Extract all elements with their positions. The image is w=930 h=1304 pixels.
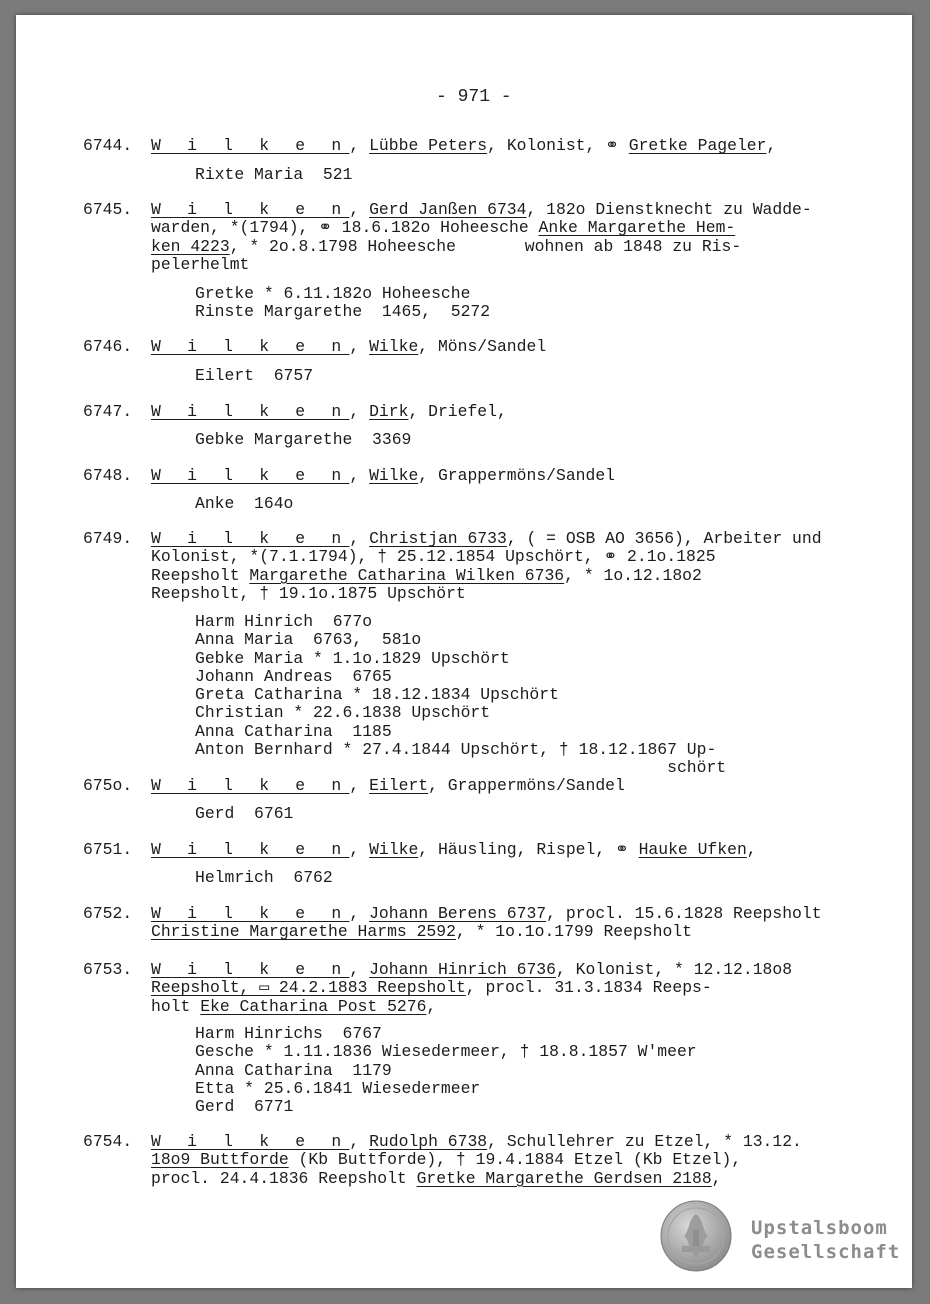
child: Anna Catharina 1185 [195, 721, 392, 741]
entry-heading: W i l k e n, Gerd Janßen 6734, 182o Dienstknecht zu Wadde- warden, *(1794), ⚭ 18.6.182o Hoheesche Anke Margarethe Hem- ken 4223, * 2o.8.1798 Hoheesche wohnen ab 1848 zu Ris- pelerhelmt [151, 200, 812, 274]
child: Anna Catharina 1179 [195, 1060, 392, 1080]
children-list [195, 805, 293, 823]
child: Gebke Maria * 1.1o.1829 Upschört [195, 648, 510, 668]
entry-number: 6747. [83, 402, 133, 421]
entry-number: 6746. [83, 337, 133, 356]
wordmark-line: Gesellschaft [751, 1241, 901, 1263]
children-list [195, 166, 352, 184]
child: Rinste Margarethe 1465, 5272 [195, 302, 491, 322]
child: Christian * 22.6.1838 Upschört [195, 703, 491, 723]
children-list [195, 495, 293, 513]
children-list [195, 869, 333, 887]
child: Gesche * 1.11.1836 Wiesedermeer, † 18.8.1857 W'meer [195, 1042, 697, 1062]
child: Helmrich 6762 [195, 868, 333, 887]
society-wordmark [751, 1216, 900, 1264]
entry-number: 6749. [83, 529, 133, 548]
child: Gretke * 6.11.182o Hoheesche [195, 284, 471, 303]
child: Anton Bernhard * 27.4.1844 Upschört, † 18.12.1867 Up- [195, 740, 717, 760]
child: Gerd 6761 [195, 804, 294, 823]
entry-heading: W i l k e n, Wilke, Möns/Sandel [151, 337, 547, 356]
entry-heading: W i l k e n, Wilke, Grappermöns/Sandel [151, 466, 616, 485]
entry-number: 6751. [83, 840, 133, 859]
seal-logo-icon [660, 1200, 732, 1272]
children-list [195, 431, 411, 449]
child: Gerd 6771 [195, 1097, 294, 1117]
entry-number: 6752. [83, 904, 133, 923]
children-list [195, 285, 490, 322]
entry-heading: W i l k e n, Dirk, Driefel, [151, 402, 507, 421]
child: Anna Maria 6763, 581o [195, 630, 422, 650]
entry-heading: W i l k e n, Christjan 6733, ( = OSB AO 3656), Arbeiter und Kolonist, *(7.1.1794), † 25.12.1854 Upschört, ⚭ 2.1o.1825 Reepsholt Margarethe Catharina Wilken 6736, * 1o.12.18o2 Reepsholt, † 19.1o.1875 Upschört [151, 529, 822, 603]
children-list [195, 613, 726, 778]
children-list [195, 367, 313, 385]
child: Greta Catharina * 18.12.1834 Upschört [195, 685, 559, 705]
child: Rixte Maria 521 [195, 165, 353, 184]
document-page [16, 15, 912, 1288]
child: Eilert 6757 [195, 366, 314, 385]
entry-number: 6745. [83, 200, 133, 219]
child: Johann Andreas 6765 [195, 666, 392, 686]
page-number: - 971 - [436, 87, 512, 107]
child: Harm Hinrichs 6767 [195, 1024, 382, 1043]
entry-number: 6748. [83, 466, 133, 485]
child: Harm Hinrich 677o [195, 612, 373, 631]
entry-heading: W i l k e n, Johann Hinrich 6736, Kolonist, * 12.12.18o8 Reepsholt, ▭ 24.2.1883 Reepsholt, procl. 31.3.1834 Reeps- holt Eke Catharina Post 5276, [151, 960, 793, 1016]
wordmark-line: Upstalsboom [751, 1217, 888, 1239]
entry-number: 675o. [83, 776, 133, 795]
children-list [195, 1025, 697, 1116]
child: Gebke Margarethe 3369 [195, 430, 412, 449]
entry-number: 6744. [83, 136, 133, 155]
child: schört [195, 758, 727, 778]
entry-heading: W i l k e n, Wilke, Häusling, Rispel, ⚭ Hauke Ufken, [151, 840, 757, 859]
entry-heading: W i l k e n, Rudolph 6738, Schullehrer zu Etzel, * 13.12. 18o9 Buttforde (Kb Buttforde), † 19.4.1884 Etzel (Kb Etzel), procl. 24.4.1836 Reepsholt Gretke Margarethe Gerdsen 2188, [151, 1132, 802, 1188]
child: Anke 164o [195, 494, 294, 513]
entry-number: 6754. [83, 1132, 133, 1151]
entry-number: 6753. [83, 960, 133, 979]
entry-heading: W i l k e n, Eilert, Grappermöns/Sandel [151, 776, 625, 795]
entry-heading: W i l k e n, Johann Berens 6737, procl. 15.6.1828 Reepsholt Christine Margarethe Harms 2592, * 1o.1o.1799 Reepsholt [151, 904, 822, 942]
entry-heading: W i l k e n, Lübbe Peters, Kolonist, ⚭ Gretke Pageler, [151, 136, 777, 155]
child: Etta * 25.6.1841 Wiesedermeer [195, 1078, 481, 1098]
